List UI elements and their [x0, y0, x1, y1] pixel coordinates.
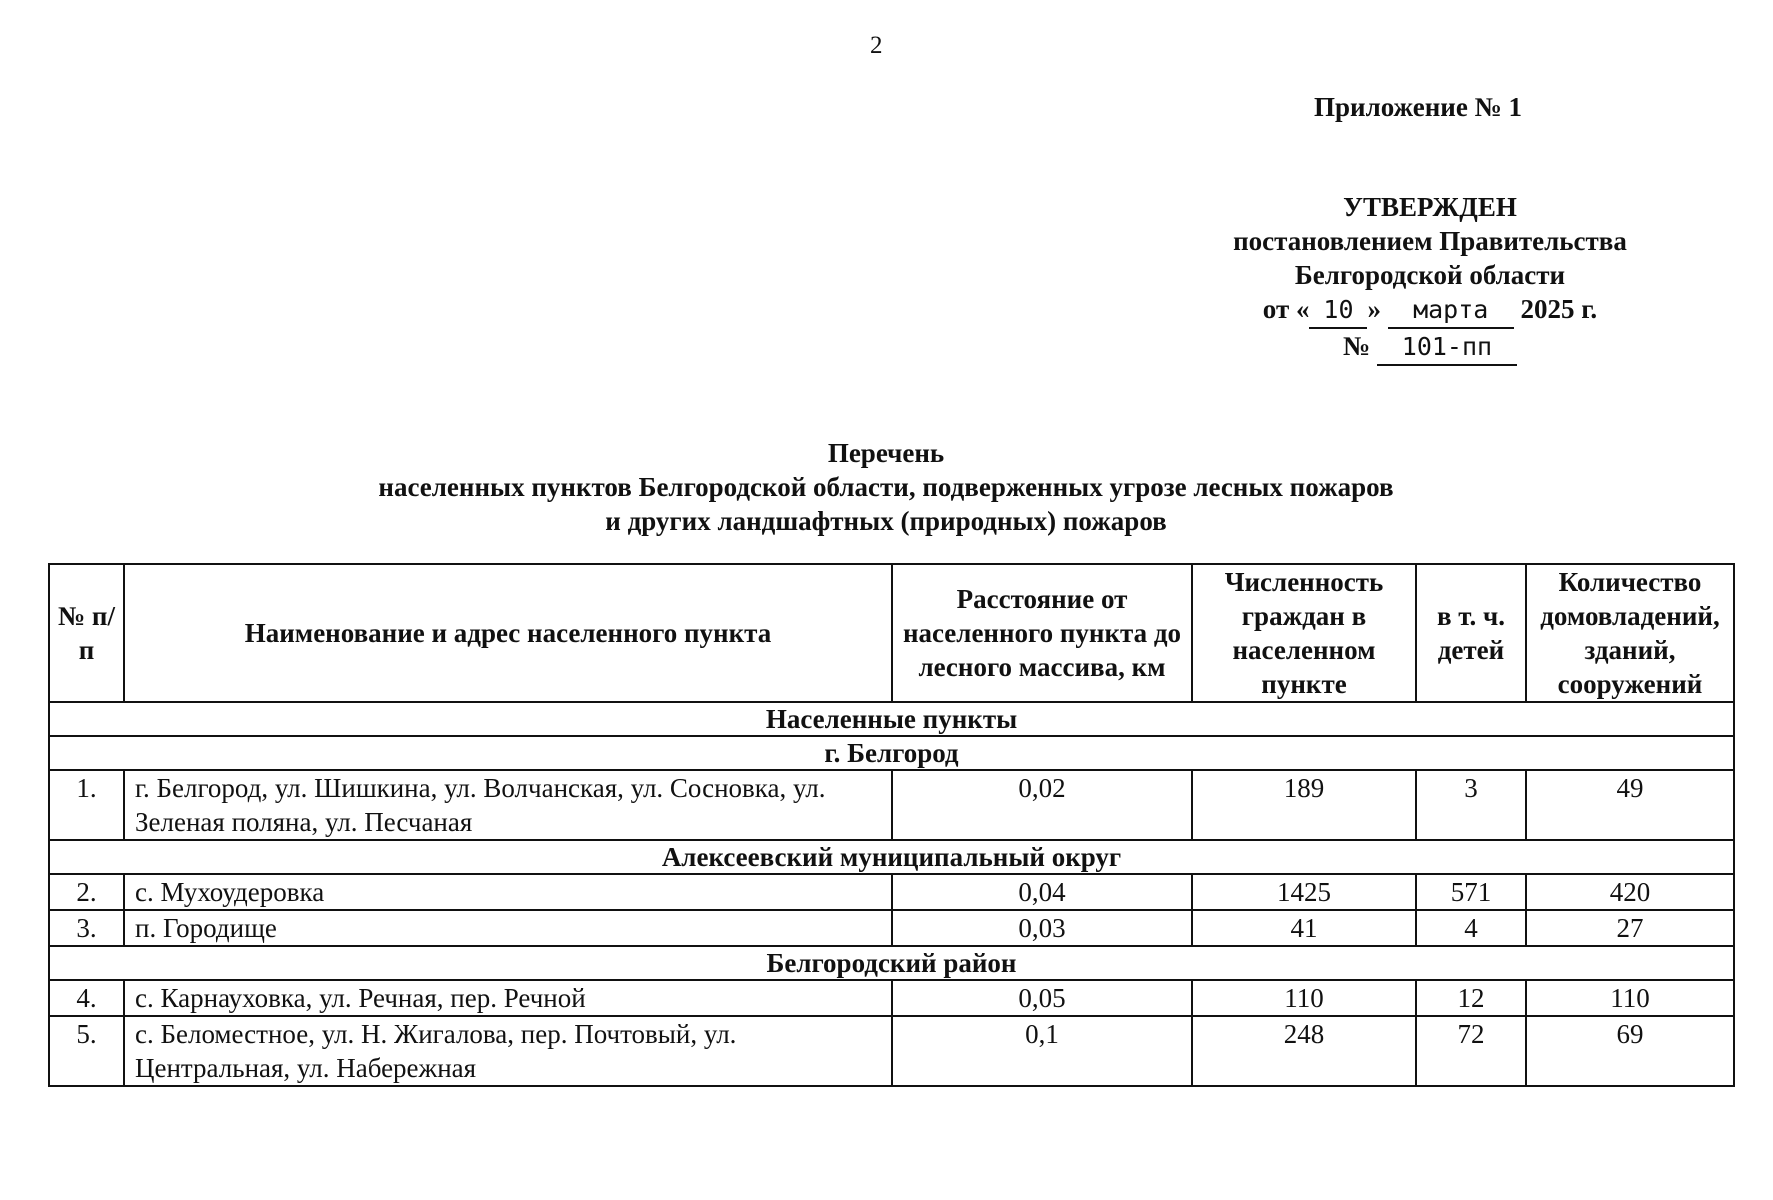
header-children: в т. ч. детей	[1416, 564, 1526, 702]
section-title: г. Белгород	[49, 736, 1734, 770]
table-row	[49, 980, 1734, 1016]
distance-value: 0,1	[892, 1016, 1192, 1086]
approval-heading: УТВЕРЖДЕН	[1343, 192, 1517, 222]
date-day: 10	[1309, 293, 1367, 329]
population-value: 110	[1192, 980, 1416, 1016]
buildings-value: 49	[1526, 770, 1734, 840]
distance-value: 0,03	[892, 910, 1192, 946]
children-value: 4	[1416, 910, 1526, 946]
section-row	[49, 946, 1734, 980]
population-value: 248	[1192, 1016, 1416, 1086]
title-line2: населенных пунктов Белгородской области, подверженных угрозе лесных пожаров	[378, 472, 1394, 502]
section-title: Населенные пункты	[49, 702, 1734, 736]
children-value: 571	[1416, 874, 1526, 910]
buildings-value: 27	[1526, 910, 1734, 946]
section-title: Белгородский район	[49, 946, 1734, 980]
section-title: Алексеевский муниципальный округ	[49, 840, 1734, 874]
date-prefix: от «	[1262, 294, 1310, 324]
row-number: 1.	[49, 770, 124, 840]
table-row	[49, 1016, 1734, 1086]
page-number: 2	[870, 32, 883, 59]
population-value: 41	[1192, 910, 1416, 946]
row-number: 5.	[49, 1016, 124, 1086]
settlement-name: с. Карнауховка, ул. Речная, пер. Речной	[124, 980, 892, 1016]
title-line1: Перечень	[827, 438, 945, 468]
population-value: 1425	[1192, 874, 1416, 910]
approval-number	[1180, 329, 1680, 366]
date-year: 2025 г.	[1520, 294, 1598, 324]
header-buildings: Количество домовладений, зданий, сооружений	[1526, 564, 1734, 702]
section-row	[49, 736, 1734, 770]
section-row	[49, 702, 1734, 736]
header-population: Численность граждан в населенном пункте	[1192, 564, 1416, 702]
approval-block	[1180, 190, 1680, 366]
title-line3: и других ландшафтных (природных) пожаров	[605, 506, 1167, 536]
settlement-name: с. Мухоудеровка	[124, 874, 892, 910]
header-name: Наименование и адрес населенного пункта	[124, 564, 892, 702]
settlements-table	[48, 563, 1735, 1087]
table-row	[49, 910, 1734, 946]
children-value: 12	[1416, 980, 1526, 1016]
header-distance: Расстояние от населенного пункта до лесного массива, км	[892, 564, 1192, 702]
section-row	[49, 840, 1734, 874]
table-body	[49, 702, 1734, 1086]
approval-line2: Белгородской области	[1294, 260, 1566, 290]
distance-value: 0,02	[892, 770, 1192, 840]
settlement-name: п. Городище	[124, 910, 892, 946]
settlement-name: г. Белгород, ул. Шишкина, ул. Волчанская, ул. Сосновка, ул. Зеленая поляна, ул. Песчаная	[124, 770, 892, 840]
header-number: № п/п	[49, 564, 124, 702]
distance-value: 0,05	[892, 980, 1192, 1016]
row-number: 4.	[49, 980, 124, 1016]
date-month: марта	[1388, 293, 1514, 329]
buildings-value: 69	[1526, 1016, 1734, 1086]
row-number: 3.	[49, 910, 124, 946]
table-header-row	[49, 564, 1734, 702]
children-value: 72	[1416, 1016, 1526, 1086]
appendix-label: Приложение № 1	[1314, 92, 1522, 122]
number-value: 101-пп	[1377, 330, 1517, 366]
number-prefix: №	[1343, 331, 1371, 361]
approval-line1: постановлением Правительства	[1233, 226, 1627, 256]
date-mid: »	[1367, 294, 1381, 324]
settlement-name: с. Беломестное, ул. Н. Жигалова, пер. Почтовый, ул. Центральная, ул. Набережная	[124, 1016, 892, 1086]
approval-date	[1180, 292, 1680, 329]
table-row	[49, 874, 1734, 910]
table-row	[49, 770, 1734, 840]
buildings-value: 110	[1526, 980, 1734, 1016]
distance-value: 0,04	[892, 874, 1192, 910]
document-title	[200, 436, 1572, 538]
population-value: 189	[1192, 770, 1416, 840]
buildings-value: 420	[1526, 874, 1734, 910]
children-value: 3	[1416, 770, 1526, 840]
row-number: 2.	[49, 874, 124, 910]
